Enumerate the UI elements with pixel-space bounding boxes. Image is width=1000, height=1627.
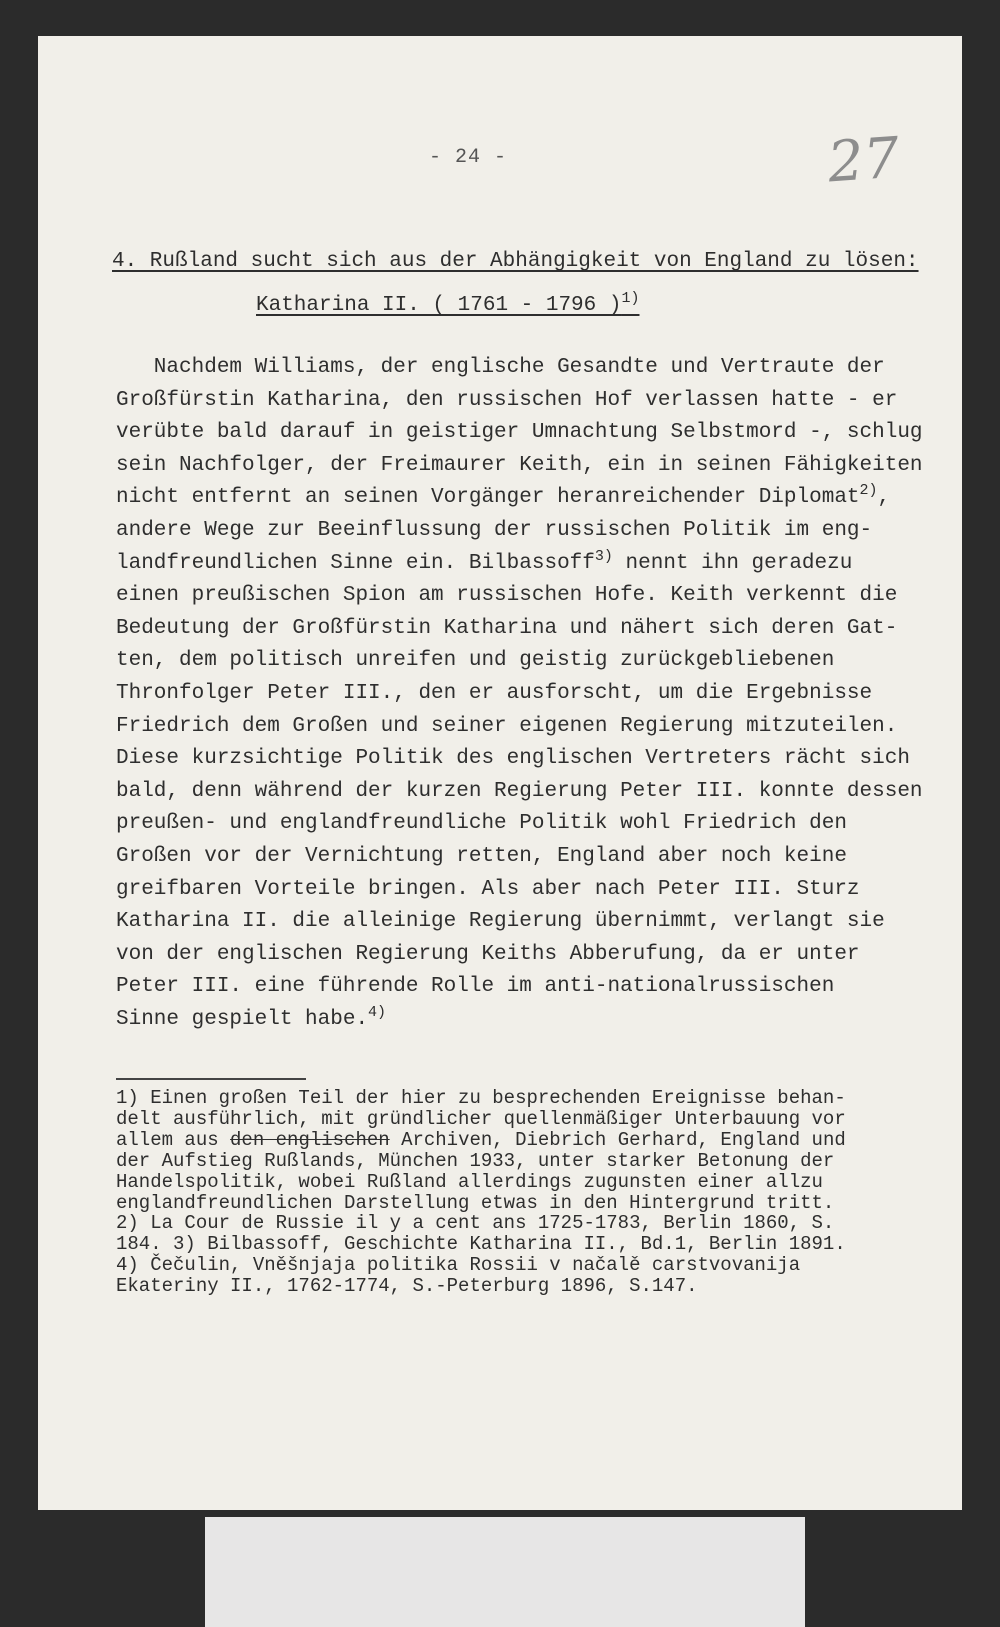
footnote-separator [116,1078,306,1080]
footnote-ref-1: 1) [621,290,640,307]
handwritten-folio-number: 27 [825,125,902,196]
color-calibration-strip [205,1517,805,1627]
footnote-ref-3: 3) [594,547,613,565]
document-page [38,36,962,1510]
footnotes: 1) Einen großen Teil der hier zu besprechenden Ereignisse behan- delt ausführlich, mit gründlicher quellenmäßiger Unterbauung vor allem aus den englischen Archiven, Diebrich Gerhard, England und der Aufstieg Rußlands, München 1933, unter starker Betonung der Handelspolitik, wobei Rußland allerdings zugunsten einer allzu englandfreundlichen Darstellung etwas in den Hintergrund tritt. 2) La Cour de Russie il y a cent ans 1725-1783, Berlin 1860, S. 184. 3) Bilbassoff, Geschichte Katharina II., Bd.1, Berlin 1891. 4) Čečulin, Vněšnjaja politika Rossii v načalě carstvovanija Ekateriny II., 1762-1774, S.-Peterburg 1896, S.147. [116,1087,846,1298]
body-paragraph: Nachdem Williams, der englische Gesandte und Vertraute der Großfürstin Katharina, den russischen Hof verlassen hatte - er verübte bald darauf in geistiger Umnachtung Selbstmord -, schlug sein Nachfolger, der Freimaurer Keith, ein in seinen Fähigkeiten nicht entfernt an seinen Vorgänger heranreichender Diplomat$^{2)}$, andere Wege zur Beeinflussung der russischen Politik im eng- landfreundlichen Sinne ein. Bilbassoff$^{3)}$ nennt ihn geradezu einen preußischen Spion am russischen Hofe. Keith verkennt die Bedeutung der Großfürstin Katharina und nähert sich deren Gat- ten, dem politisch unreifen und geistig zurückgebliebenen Thronfolger Peter III., den er ausforscht, um die Ergebnisse Friedrich dem Großen und seiner eigenen Regierung mitzuteilen. Diese kurzsichtige Politik des englischen Vertreters rächt sich bald, denn während der kurzen Regierung Peter III. konnte dessen preußen- und englandfreundliche Politik wohl Friedrich den Großen vor der Vernichtung retten, England aber noch keine greifbaren Vorteile bringen. Als aber nach Peter III. Sturz Katharina II. die alleinige Regierung übernimmt, verlangt sie von der englischen Regierung Keiths Abberufung, da er unter Peter III. eine führende Rolle im anti-nationalrussischen Sinne gespielt habe.$^{4)}$ [116,356,923,1031]
chapter-heading: 4. Rußland sucht sich aus der Abhängigkeit von England zu lösen: [112,250,919,273]
footnote-ref-4: 4) [368,1003,387,1021]
chapter-subheading: Katharina II. ( 1761 - 1796 )$^{1)}$ [256,290,640,317]
page-number: - 24 - [428,146,507,169]
footnote-ref-2: 2) [859,482,878,500]
